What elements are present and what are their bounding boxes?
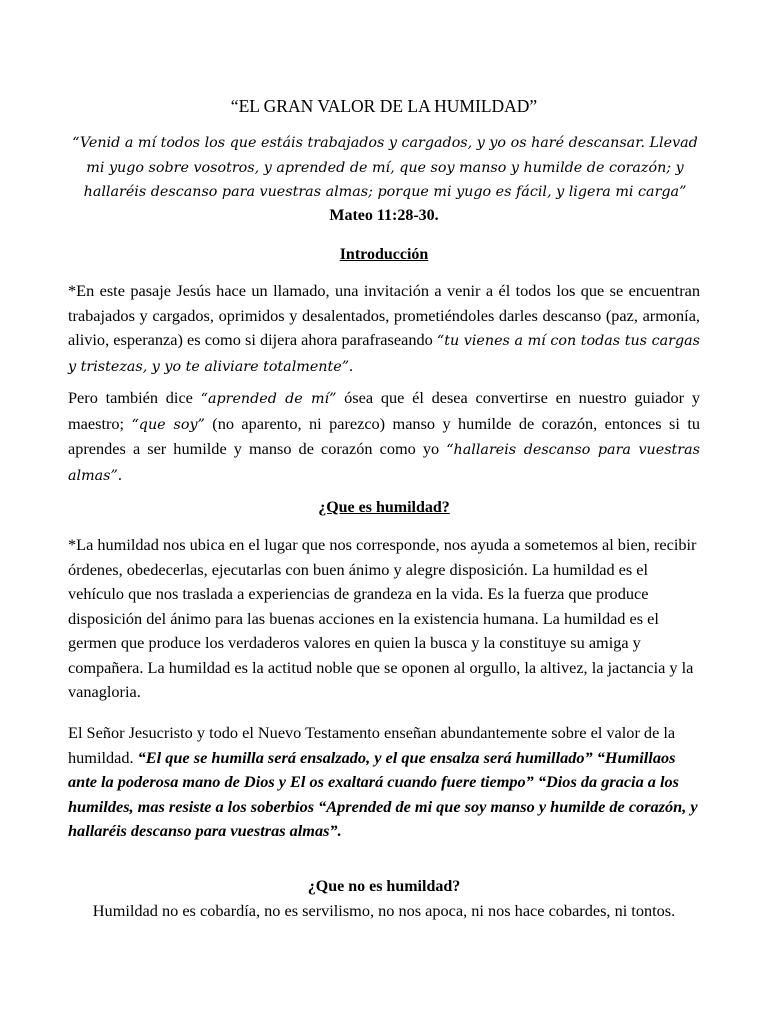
intro-p2-c: ósea que él desea convertirse en nuestro guiador y maestro; <box>68 388 700 433</box>
what-is-p2-quotes: “El que se humilla será ensalzado, y el que ensalza será humillado” “Humillaos ante la poderosa mano de Dios y El os exaltará cuando fuere tiempo” “Dios da gracia a los humildes, mas resiste a los soberbios “Aprended de mi que soy manso y humilde de corazón, y hallaréis descanso para vuestras almas”. <box>68 747 698 840</box>
what-is-paragraph-1: *La humildad nos ubica en el lugar que nos corresponde, nos ayuda a sometemos al bien, recibir órdenes, obedecerlas, ejecutarlas con buen ánimo y alegre disposición. La humildad es el vehículo que nos traslada a experiencias de grandeza en la vida. Es la fuerza que produce disposición del ánimo para las buenas acciones en la existencia humana. La humildad es el germen que produce los verdaderos valores en quien la busca y la constituye su amiga y compañera. La humildad es la actitud noble que se oponen al orgullo, la altivez, la jactancia y la vanagloria. <box>68 535 697 701</box>
intro-p1-italic-quote: “tu vienes a mí con todas tus cargas y tristezas, y yo te aliviare totalmente” <box>68 333 700 375</box>
intro-heading: Introducción <box>339 246 429 263</box>
document-title: “EL GRAN VALOR DE LA HUMILDAD” <box>230 96 538 116</box>
what-is-heading: ¿Que es humildad? <box>318 499 450 516</box>
what-is-not-line: Humildad no es cobardía, no es servilismo, no nos apoca, ni nos hace cobardes, ni tontos. <box>92 901 676 920</box>
intro-p2-e: (no aparento, ni parezco) manso y humilde de corazón, entonces si tu aprendes a ser humilde y manso de corazón como yo <box>68 413 700 458</box>
intro-p1-end: . <box>349 355 354 375</box>
intro-p1-text: *En este pasaje Jesús hace un llamado, una invitación a venir a él todos los que se encuentran trabajados y cargados, oprimidos y desalentados, prometiéndoles darles descanso (paz, armonía, alivio, esperanza) es como si dijera ahora parafraseando <box>68 281 700 349</box>
what-is-paragraph-2 <box>68 721 700 844</box>
intro-p2-italic-2: “que soy” <box>131 416 205 433</box>
intro-p2-a: Pero también dice <box>68 388 201 407</box>
intro-p2-italic-3: “hallareis descanso para vuestras almas” <box>68 442 700 484</box>
intro-p2-italic-1: “aprended de mí” <box>200 391 337 407</box>
epigraph-reference: Mateo 11:28-30. <box>329 207 439 224</box>
intro-paragraph-1 <box>68 279 700 379</box>
what-is-p2-text: El Señor Jesucristo y todo el Nuevo Testamento enseñan abundantemente sobre el valor de la humildad. <box>68 723 676 767</box>
epigraph-quote: “Venid a mí todos los que estáis trabajados y cargados, y yo os haré descansar. Llevad mi yugo sobre vosotros, y aprended de mí, que soy manso y humilde de corazón; y hallaréis descanso para vuestras almas; porque mi yugo es fácil, y ligera mi carga” <box>72 135 698 200</box>
intro-p2-g: . <box>117 464 122 484</box>
intro-paragraph-2 <box>68 386 700 488</box>
what-is-not-heading: ¿Que no es humildad? <box>307 878 461 895</box>
